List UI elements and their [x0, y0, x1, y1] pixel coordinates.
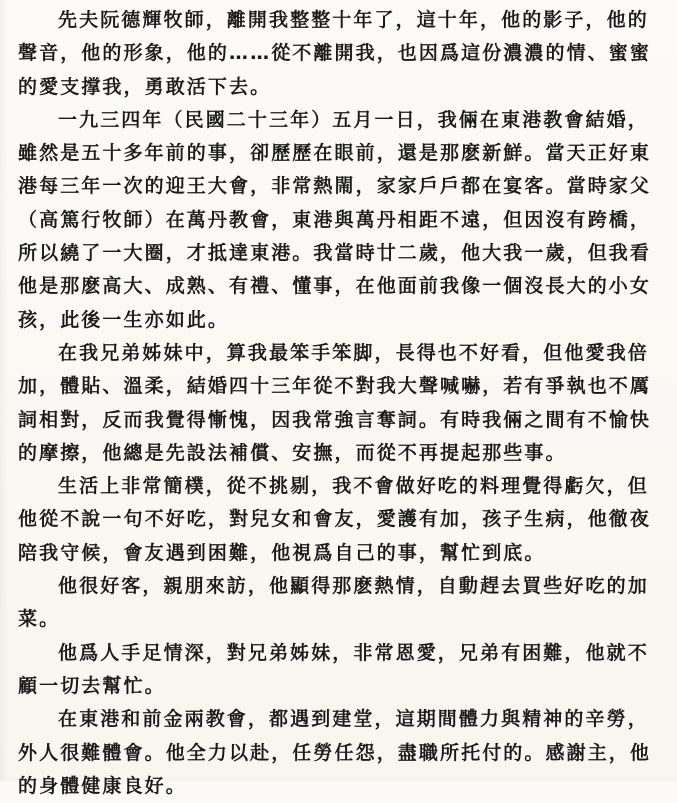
- text-line: 的愛支撑我，勇敢活下去。: [18, 75, 272, 98]
- text-line: 港每三年一次的迎王大會，非常熱閙，家家戶戶都在宴客。當時家父: [18, 175, 652, 198]
- text-line: 詞相對，反而我覺得慚愧，因我常強言奪詞。有時我倆之間有不愉快: [18, 408, 652, 431]
- text-line: 的身體健康良好。: [18, 774, 187, 797]
- text-line: 先夫阮德輝牧師，離開我整整十年了，這十年，他的影子，他的: [58, 9, 649, 31]
- text-line: 一九三四年（民國二十三年）五月一日，我倆在東港教會結婚，: [58, 108, 649, 131]
- text-line: 孩，此後一生亦如此。: [18, 308, 230, 331]
- text-line: 他是那麽高大、成熟、有禮、懂事，在他面前我像一個沒長大的小女: [18, 275, 652, 298]
- text-line: 的摩擦，他總是先設法補償、安撫，而從不再提起那些事。: [18, 441, 567, 464]
- text-line: 外人很難體會。他全力以赴，任勞任怨，盡職所托付的。感謝主，他: [18, 741, 652, 764]
- text-line: 菜。: [18, 608, 61, 631]
- text-line: 所以繞了一大圈，才抵達東港。我當時廿二歲，他大我一歲，但我看: [18, 242, 652, 265]
- text-line: 他從不說一句不好吃，對兒女和會友，愛護有加，孩子生病，他徹夜: [18, 508, 652, 531]
- text-line: 他很好客，親朋來訪，他顯得那麽熱情，自動趕去買些好吃的加: [58, 575, 649, 598]
- text-line: 在我兄弟姊妹中，算我最笨手笨脚，長得也不好看，但他愛我倍: [58, 341, 649, 364]
- text-line: （高篤行牧師）在萬丹教會，東港與萬丹相距不遠，但因沒有跨橋，: [18, 208, 652, 231]
- text-line: 顧一切去幫忙。: [18, 674, 166, 697]
- text-line: 聲音，他的形象，他的……從不離開我，也因爲這份濃濃的情、蜜蜜: [18, 42, 652, 65]
- scan-shadow-edge: [0, 0, 8, 781]
- text-line: 他爲人手足情深，對兄弟姊妹，非常恩愛，兄弟有困難，他就不: [58, 641, 649, 664]
- memoir-text: [18, 4, 666, 803]
- text-line: 在東港和前金兩教會，都遇到建堂，這期間體力與精神的辛勞，: [58, 708, 649, 731]
- text-line: 陪我守候，會友遇到困難，他視爲自己的事，幫忙到底。: [18, 541, 546, 564]
- text-line: 雖然是五十多年前的事，卻歷歷在眼前，還是那麽新鮮。當天正好東: [18, 142, 652, 165]
- text-line: 加，體貼、溫柔，結婚四十三年從不對我大聲喊嚇，若有爭執也不厲: [18, 375, 652, 398]
- text-line: 生活上非常簡樸，從不挑剔，我不會做好吃的料理覺得虧欠，但: [58, 475, 649, 498]
